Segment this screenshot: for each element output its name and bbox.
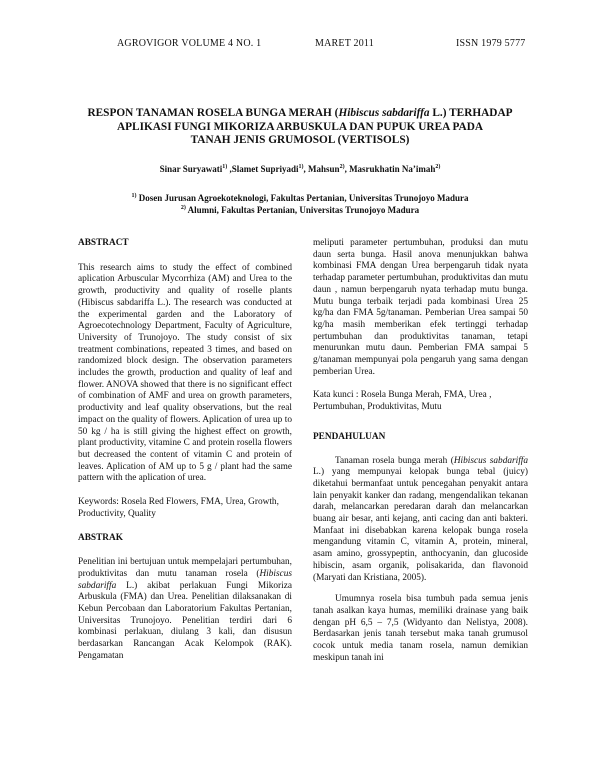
title-line-1: RESPON TANAMAN ROSELA BUNGA MERAH (Hibiscus sabdariffa L.) TERHADAP [87, 107, 513, 119]
affiliation-1: $^{1)}$ Dosen Jurusan Agroekoteknologi, Fakultas Pertanian, Universitas Trunojoyo Madura [131, 193, 469, 203]
keywords: Keywords: Rosela Red Flowers, FMA, Urea, Growth, Productivity, Quality [78, 497, 279, 519]
left-column [78, 238, 292, 663]
abstract-text: This research aims to study the effect of combined aplication Arbuscular Mycorrhiza (AM) and Urea to the growth, productivity and quality of roselle plants (Hibiscus sabdariffa L.). The research was conducted at the experimental garden and the Laboratory of Agroecotechnology Department, Faculty of Agriculture, University of Trunojoyo. The study consist of six treatment combinations, repeated 3 times, and based on randomized block design. The observation parameters includes the growth, production and quality of leaf and flower. ANOVA showed that there is no significant effect of combination of AMF and urea on growth parameters, productivity and leaf quality observations, but the real impact on the quality of flowers. Aplication of urea up to 50 kg / ha is still giving the highest effect on growth, plant productivity, vitamine C and protein rosella flowers but decreased the content of vitamin C and protein of leaves. Aplication of AM up to 5 g / plant had the same pattern with the aplication of urea. [78, 262, 292, 484]
right-column [313, 238, 528, 665]
abstrak-text: Penelitian ini bertujuan untuk mempelajari pertumbuhan, produktivitas dan mutu tanaman rosela (Hibiscus sabdariffa L.) akibat perlakuan Fungi Mikoriza Arbuskula (FMA) dan Urea. Penelitian dilaksanakan di Kebun Percobaan dan Laboratorium Fakultas Pertanian, Universitas Trunojoyo. Penelitian terdiri dari 6 kombinasi perlakuan, diulang 3 kali, dan disusun berdasarkan Rancangan Acak Kelompok (RAK). Pengamatan [78, 557, 292, 661]
title-line-3: TANAH JENIS GRUMOSOL (VERTISOLS) [190, 134, 410, 146]
issue-date: MARET 2011 [315, 38, 374, 49]
author-list: Sinar Suryawati$^{1)}$ ,Slamet Supriyadi$^{1)}$, Mahsun$^{2)}$, Masrukhatin Na’imah$^{2)}$ [159, 164, 441, 174]
issn: ISSN 1979 5777 [456, 38, 526, 49]
paper-title [60, 107, 540, 148]
affiliation-2: $^{2)}$ Alumni, Fakultas Pertanian, Universitas Trunojoyo Madura [180, 205, 420, 215]
intro-paragraph-1: Tanaman rosela bunga merah (Hibiscus sabdariffa L.) yang mempunyai kelopak bunga tebal (juicy) diketahui bermanfaat untuk pencegahan penyakit antara lain penyakit kanker dan radang, mengendalikan tekanan darah, melancarkan peredaran darah dan melancarkan buang air besar, anti kejang, anti cacing dan anti bakteri. Manfaat ini disebabkan karena kelopak bunga rosela mengandung vitamin C, vitamin A, protein, mineral, asam amino, grossypeptin, anthocyanin, dan glucoside hibiscin, asam organik, polisakarida, dan flavonoid (Maryati dan Kristiana, 2005). [313, 455, 529, 583]
abstract-heading: ABSTRACT [78, 238, 129, 248]
title-line-2: APLIKASI FUNGI MIKORIZA ARBUSKULA DAN PUPUK UREA PADA [116, 120, 484, 133]
journal-name: AGROVIGOR VOLUME 4 NO. 1 [117, 38, 262, 49]
abstrak-continued: meliputi parameter pertumbuhan, produksi dan mutu daun serta bunga. Hasil anova menunjukkan bahwa kombinasi FMA dengan Urea berpengaruh tidak nyata terhadap parameter pertumbuhan, produktivitas dan mutu daun , namun berpengaruh nyata terhadap mutu bunga. Mutu bunga terbaik terjadi pada kombinasi Urea 25 kg/ha dan FMA 5g/tanaman. Pemberian Urea sampai 50 kg/ha masih memberikan efek tertinggi terhadap pertumbuhan dan produktivitas tanaman, tetapi menurunkan mutu daun. Pemberian FMA sampai 5 g/tanaman mempunyai pola pengaruh yang sama dengan pemberian Urea. [313, 238, 528, 377]
abstrak-heading: ABSTRAK [78, 533, 123, 544]
intro-paragraph-2: Umumnya rosela bisa tumbuh pada semua jenis tanah asalkan kaya humas, memiliki drainase yang baik dengan pH 6,5 – 7,5 (Widyanto dan Nelistya, 2008). Berdasarkan jenis tanah tersebut maka tanah grumusol cocok untuk media tanam rosela, namun demikian meskipun tanah ini [313, 594, 528, 663]
kata-kunci: Kata kunci : Rosela Bunga Merah, FMA, Urea , Pertumbuhan, Produktivitas, Mutu [313, 390, 492, 413]
pendahuluan-heading: PENDAHULUAN [313, 431, 386, 442]
affiliations [60, 192, 540, 216]
